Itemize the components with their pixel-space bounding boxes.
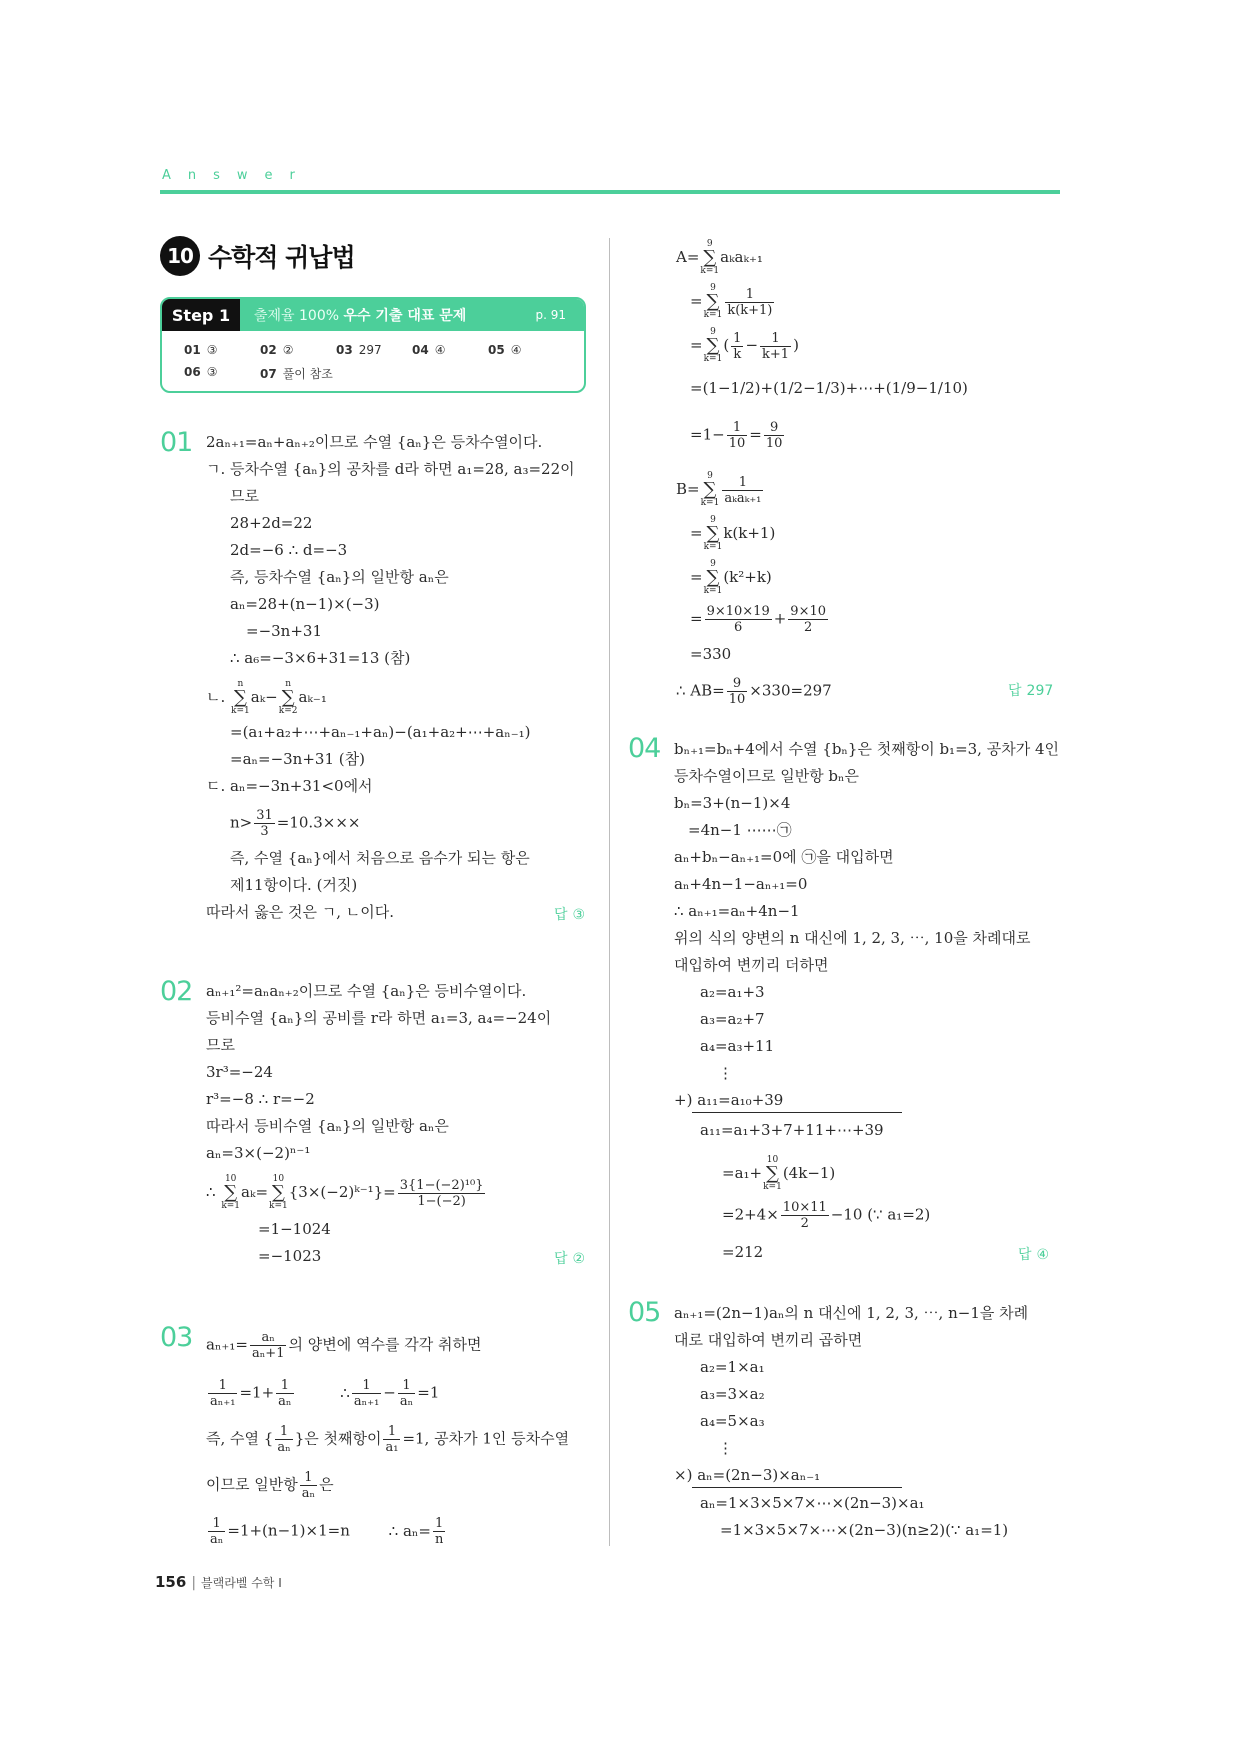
chapter-number-badge: 10: [160, 236, 200, 276]
answer-item: 03 297: [336, 343, 382, 357]
sigma: 10 ∑ k=1: [221, 1174, 241, 1211]
solution-line: 등차수열이므로 일반항 bₙ은: [674, 767, 860, 785]
answer-item: 06 ③: [184, 365, 218, 379]
column-divider: [609, 238, 610, 1546]
fraction: $\frac{1}{k+1}$: [762, 330, 790, 362]
problem-number: 02: [160, 976, 193, 1007]
solution-line: 즉, 수열 {aₙ}에서 처음으로 음수가 되는 항은: [230, 849, 530, 867]
solution-line: 므로: [230, 487, 259, 505]
solution-line: ∴ 10 ∑ k=1 aₖ= 10 ∑ k=1 {3×(−2)ᵏ⁻¹}= $\frac{\text{3\{1−(−2)¹⁰\}}}{1-(-2)}$: [206, 1174, 484, 1211]
fraction: $\frac{1}{\text{aₙ₊₁}}$: [353, 1378, 380, 1409]
solution-line: r³=−8 ∴ r=−2: [206, 1090, 315, 1108]
fraction: $\frac{1}{\text{aₙ}}$: [210, 1516, 224, 1547]
solution-line: =(a₁+a₂+⋯+aₙ₋₁+aₙ)−(a₁+a₂+⋯+aₙ₋₁): [230, 723, 531, 741]
fraction: $\frac{1}{\text{aₖaₖ₊₁}}$: [724, 474, 762, 506]
solution-line: bₙ₊₁=bₙ+4에서 수열 {bₙ}은 첫째항이 b₁=3, 공차가 4인: [674, 740, 1059, 758]
book-title: 블랙라벨 수학 I: [201, 1576, 282, 1590]
step-title: 출제율 100% 우수 기출 대표 문제: [254, 308, 467, 324]
answer-item: 04 ④: [412, 343, 446, 357]
fraction: $\frac{1}{10}$: [728, 420, 746, 451]
solution-line: a₁₁=a₁+3+7+11+⋯+39: [700, 1121, 884, 1139]
solution-line: =4n−1 ⋯⋯㉠: [688, 821, 792, 839]
solution-line: 2d=−6 ∴ d=−3: [230, 541, 348, 559]
sigma: 10 ∑ k=1: [763, 1155, 782, 1192]
solution-line: =(1−1/2)+(1/2−1/3)+⋯+(1/9−1/10): [690, 379, 968, 397]
solution-line: aₙ=3×(−2)ⁿ⁻¹: [206, 1144, 311, 1162]
solution-line: =212: [722, 1243, 764, 1261]
solution-line: =−1023: [258, 1247, 322, 1265]
sigma: 9 ∑ k=1: [703, 327, 723, 364]
solution-line: 2aₙ₊₁=aₙ+aₙ₊₂이므로 수열 {aₙ}은 등차수열이다.: [206, 433, 543, 451]
solution-line: a₂=1×a₁: [700, 1358, 765, 1376]
solution-line: a₄=a₃+11: [700, 1037, 775, 1055]
solution-line: ∴ aₙ₊₁=aₙ+4n−1: [674, 902, 800, 920]
solution-line: =a₁+ 10 ∑ k=1 (4k−1): [722, 1155, 836, 1192]
solution-line: bₙ=3+(n−1)×4: [674, 794, 791, 812]
sigma: n ∑ k=2: [278, 679, 298, 716]
sigma: 9 ∑ k=1: [700, 471, 720, 508]
solution-line: 등비수열 {aₙ}의 공비를 r라 하면 a₁=3, a₄=−24이: [206, 1009, 552, 1027]
sigma: n ∑ k=1: [231, 679, 250, 716]
solution-line: =aₙ=−3n+31 (참): [230, 750, 365, 768]
solution-line: =−3n+31: [246, 622, 322, 640]
solution-line: 즉, 등차수열 {aₙ}의 일반항 aₙ은: [230, 568, 449, 586]
solution-line: a₃=3×a₂: [700, 1385, 765, 1403]
fraction: $\frac{9}{10}$: [728, 676, 746, 707]
solution-line: 28+2d=22: [230, 514, 313, 532]
problem-number: 04: [628, 733, 661, 764]
solution-line: =1×3×5×7×⋯×(2n−3)(n≥2)(∵ a₁=1): [720, 1521, 1009, 1539]
solution-line: aₙ₊₁=(2n−1)aₙ의 n 대신에 1, 2, 3, ⋯, n−1을 차례: [674, 1304, 1029, 1322]
solution-line: =1−1024: [258, 1220, 331, 1238]
solution-line: 즉, 수열 { $\frac{1}{\text{aₙ}}$ }은 첫째항이 $\frac{1}{\text{a₁}}$ =1, 공차가 1인 등차수열: [206, 1424, 570, 1455]
solution-line: = 9 ∑ k=1 $\frac{1}{k(k+1)}$: [690, 283, 773, 320]
chapter-title: 수학적 귀납법: [208, 243, 355, 272]
solution-line: +) a₁₁=a₁₀+39: [674, 1091, 784, 1109]
fraction: $\frac{10\times 11}{2}$: [782, 1200, 827, 1231]
solution-line: = 9 ∑ k=1 (k²+k): [690, 559, 772, 596]
answer-tag: 답 ④: [1018, 1247, 1050, 1263]
solution-line: 대입하여 변끼리 더하면: [674, 956, 829, 974]
solution-line: ⋮: [718, 1064, 733, 1082]
fraction: $\frac{1}{\text{a₁}}$: [385, 1424, 399, 1455]
solution-line: A= 9 ∑ k=1 aₖaₖ₊₁: [676, 239, 763, 276]
answer-tag: 답 ③: [554, 907, 586, 923]
step-tab: Step 1: [162, 299, 240, 331]
solution-line: a₂=a₁+3: [700, 983, 765, 1001]
solution-line: B= 9 ∑ k=1 $\frac{1}{\text{aₖaₖ₊₁}}$: [676, 471, 762, 508]
solution-line: 제11항이다. (거짓): [230, 876, 358, 894]
sigma: 9 ∑ k=1: [700, 239, 720, 276]
page-number: 156: [155, 1573, 187, 1591]
header-label: Answer: [162, 168, 312, 183]
fraction: $\frac{9}{10}$: [765, 420, 783, 451]
solution-line: 3r³=−24: [206, 1063, 273, 1081]
solution-line: aₙ=1×3×5×7×⋯×(2n−3)×a₁: [700, 1494, 925, 1512]
sigma: 10 ∑ k=1: [269, 1174, 288, 1211]
solution-line: ⋮: [718, 1439, 733, 1457]
fraction: $\frac{1}{\text{aₙ}}$: [277, 1424, 291, 1455]
solution-line: 따라서 옳은 것은 ㄱ, ㄴ이다.: [206, 903, 394, 921]
answer-item: 02 ②: [260, 343, 294, 357]
solution-line: 이므로 일반항 $\frac{1}{\text{aₙ}}$ 은: [206, 1470, 334, 1501]
answer-item: 07 풀이 참조: [260, 367, 333, 381]
answer-item: 01 ③: [184, 343, 218, 357]
solution-line: aₙ₊₁= $\frac{\text{aₙ}}{\text{aₙ+1}}$ 의 양변에 역수를 각각 취하면: [206, 1330, 482, 1361]
solution-line: = 9 ∑ k=1 k(k+1): [690, 515, 776, 552]
product-rule: [692, 1487, 902, 1488]
fraction: $\frac{1}{\text{aₙ₊₁}}$: [210, 1378, 236, 1409]
solution-line: ∴ AB= $\frac{9}{10}$ ×330=297: [676, 676, 832, 707]
solution-line: = $\frac{9\times 10\times 19}{6}$ + $\frac{9\times 10}{2}$: [690, 604, 827, 635]
solution-line: = 9 ∑ k=1 ( $\frac{1}{k}$ − $\frac{1}{k+1}$ ): [690, 327, 799, 364]
solution-line: 따라서 등비수열 {aₙ}의 일반항 aₙ은: [206, 1117, 449, 1135]
solution-line: ∴ a₆=−3×6+31=13 (참): [230, 649, 411, 667]
chapter-heading: [160, 236, 355, 276]
fraction: $\frac{1}{k(k+1)}$: [727, 286, 773, 318]
problem-number: 01: [160, 427, 193, 458]
fraction: $\frac{9\times 10\times 19}{6}$: [706, 604, 770, 635]
sum-rule: [692, 1112, 902, 1113]
sigma: 9 ∑ k=1: [703, 515, 723, 552]
solution-line: 위의 식의 양변의 n 대신에 1, 2, 3, ⋯, 10을 차례대로: [674, 929, 1031, 947]
solution-line: 므로: [206, 1036, 235, 1054]
solution-line: aₙ=28+(n−1)×(−3): [230, 595, 380, 613]
fraction: $\frac{1}{\text{aₙ}}$: [301, 1470, 316, 1501]
solution-line: ㄱ. 등차수열 {aₙ}의 공차를 d라 하면 a₁=28, a₃=22이: [206, 460, 575, 478]
fraction: $\frac{1}{\text{aₙ}}$: [278, 1378, 292, 1409]
solution-line: 대로 대입하여 변끼리 곱하면: [674, 1331, 863, 1349]
sigma: 9 ∑ k=1: [703, 283, 723, 320]
solution-line: $\frac{1}{\text{aₙ}}$ =1+(n−1)×1=n ∴ aₙ= $\frac{1}{n}$: [210, 1516, 444, 1547]
solution-line: ㄴ. n ∑ k=1 aₖ− n ∑ k=2 aₖ₋₁: [206, 679, 327, 716]
solution-line: ㄷ. aₙ=−3n+31<0에서: [206, 777, 373, 795]
fraction: $\frac{1}{\text{aₙ}}$: [399, 1378, 414, 1409]
solution-line: aₙ+4n−1−aₙ₊₁=0: [674, 875, 808, 893]
step-page-ref: p. 91: [535, 308, 566, 322]
solution-line: ×) aₙ=(2n−3)×aₙ₋₁: [674, 1466, 821, 1484]
solution-line: a₃=a₂+7: [700, 1010, 765, 1028]
answer-item: 05 ④: [488, 343, 522, 357]
fraction: $\frac{31}{3}$: [256, 808, 273, 839]
fraction: $\frac{9\times 10}{2}$: [790, 604, 827, 635]
problem-number: 03: [160, 1322, 193, 1353]
answer-tag: 답 297: [1008, 683, 1054, 699]
fraction: $\frac{\text{aₙ}}{\text{aₙ+1}}$: [251, 1330, 285, 1361]
solution-line: =330: [690, 645, 732, 663]
problem-number: 05: [628, 1297, 661, 1328]
header-rule: [160, 190, 1060, 194]
solution-line: =1− $\frac{1}{10}$ = $\frac{9}{10}$: [690, 420, 783, 451]
step-bar: [162, 299, 584, 331]
solution-line: $\frac{1}{\text{aₙ₊₁}}$ =1+ $\frac{1}{\text{aₙ}}$ ∴ $\frac{1}{\text{aₙ₊₁}}$ − $\frac{1}{\text{aₙ}}$ =1: [210, 1378, 440, 1409]
solution-line: n> $\frac{31}{3}$ =10.3×××: [230, 808, 361, 839]
solution-line: aₙ+bₙ−aₙ₊₁=0에 ㉠을 대입하면: [674, 848, 894, 866]
fraction: $\frac{\text{3\{1−(−2)¹⁰\}}}{1-(-2)}$: [399, 1177, 484, 1209]
solution-line: aₙ₊₁²=aₙaₙ₊₂이므로 수열 {aₙ}은 등비수열이다.: [206, 982, 527, 1000]
fraction: $\frac{1}{n}$: [434, 1516, 444, 1547]
sigma: 9 ∑ k=1: [703, 559, 723, 596]
solution-line: =2+4× $\frac{10\times 11}{2}$ −10 (∵ a₁=2): [722, 1200, 931, 1231]
answer-tag: 답 ②: [554, 1251, 586, 1267]
fraction: $\frac{1}{k}$: [733, 330, 742, 362]
page-footer: 156 | 블랙라벨 수학 I: [155, 1573, 282, 1591]
solution-line: a₄=5×a₃: [700, 1412, 765, 1430]
step-answer-box: [160, 297, 586, 393]
